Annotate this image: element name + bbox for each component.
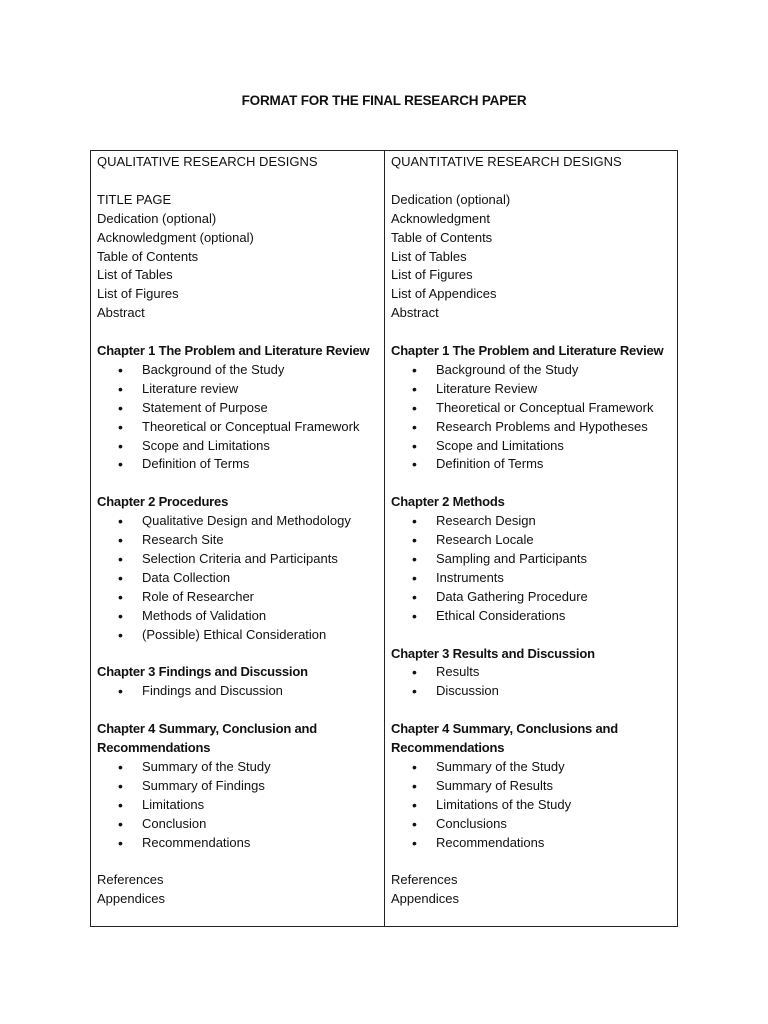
- chapter-title: Chapter 3 Findings and Discussion: [97, 664, 308, 680]
- front-matter-item: List of Tables: [391, 248, 467, 264]
- chapter-1-section: [97, 342, 380, 474]
- back-matter-item: References: [391, 872, 458, 888]
- back-matter-list: [391, 871, 673, 909]
- chapter-2-section: [97, 493, 380, 644]
- front-matter-item: List of Figures: [391, 267, 473, 283]
- chapter-title: Chapter 3 Results and Discussion: [391, 645, 595, 661]
- list-item: • Literature review: [97, 380, 380, 399]
- front-matter-item: List of Appendices: [391, 286, 497, 302]
- back-matter-item: References: [97, 872, 164, 888]
- chapter-title: Chapter 4 Summary, Conclusion and Recommendations: [97, 721, 317, 756]
- list-item: • Instruments: [391, 569, 673, 588]
- list-item: • Research Design: [391, 512, 673, 531]
- back-matter-item: Appendices: [97, 891, 165, 907]
- list-item: • Summary of Results: [391, 777, 673, 796]
- list-item: • Summary of the Study: [97, 758, 380, 777]
- chapter-item-list: [391, 512, 673, 625]
- chapter-item-list: [97, 512, 380, 644]
- front-matter-item: Abstract: [391, 305, 439, 321]
- qualitative-column: [91, 151, 384, 926]
- list-item: • Selection Criteria and Participants: [97, 550, 380, 569]
- list-item: • Background of the Study: [391, 361, 673, 380]
- list-item: • Findings and Discussion: [97, 682, 380, 701]
- list-item: • Recommendations: [391, 834, 673, 853]
- list-item: • Data Gathering Procedure: [391, 588, 673, 607]
- front-matter-item: TITLE PAGE: [97, 191, 172, 207]
- chapter-item-list: [97, 682, 380, 701]
- list-item: • (Possible) Ethical Consideration: [97, 626, 380, 645]
- chapter-title: Chapter 1 The Problem and Literature Review: [391, 343, 664, 359]
- list-item: • Data Collection: [97, 569, 380, 588]
- list-item: • Research Locale: [391, 531, 673, 550]
- chapter-title: Chapter 2 Methods: [391, 494, 505, 510]
- front-matter-list: [391, 191, 673, 323]
- list-item: • Limitations: [97, 796, 380, 815]
- list-item: • Literature Review: [391, 380, 673, 399]
- chapter-2-section: [391, 493, 673, 625]
- front-matter-item: Table of Contents: [391, 229, 493, 245]
- list-item: • Theoretical or Conceptual Framework: [97, 418, 380, 437]
- chapter-title: Chapter 2 Procedures: [97, 494, 229, 510]
- list-item: • Ethical Considerations: [391, 607, 673, 626]
- chapter-3-section: [391, 645, 673, 702]
- front-matter-item: List of Tables: [97, 267, 173, 283]
- list-item: • Scope and Limitations: [97, 437, 380, 456]
- column-header-quantitative: QUANTITATIVE RESEARCH DESIGNS: [391, 154, 622, 169]
- chapter-title: Chapter 1 The Problem and Literature Review: [97, 343, 370, 359]
- list-item: • Results: [391, 663, 673, 682]
- front-matter-item: Abstract: [97, 305, 145, 321]
- list-item: • Summary of the Study: [391, 758, 673, 777]
- page-title: FORMAT FOR THE FINAL RESEARCH PAPER: [241, 93, 527, 108]
- list-item: • Scope and Limitations: [391, 437, 673, 456]
- list-item: • Qualitative Design and Methodology: [97, 512, 380, 531]
- list-item: • Role of Researcher: [97, 588, 380, 607]
- chapter-title: Chapter 4 Summary, Conclusions and Recommendations: [391, 721, 619, 756]
- front-matter-list: [97, 191, 380, 323]
- list-item: • Background of the Study: [97, 361, 380, 380]
- front-matter-item: Dedication (optional): [391, 191, 511, 207]
- list-item: • Limitations of the Study: [391, 796, 673, 815]
- front-matter-item: Dedication (optional): [97, 210, 217, 226]
- list-item: • Research Problems and Hypotheses: [391, 418, 673, 437]
- front-matter-item: Acknowledgment: [391, 210, 490, 226]
- chapter-4-section: [391, 720, 673, 852]
- chapter-item-list: [97, 758, 380, 853]
- list-item: • Statement of Purpose: [97, 399, 380, 418]
- back-matter-item: Appendices: [391, 891, 459, 907]
- list-item: • Theoretical or Conceptual Framework: [391, 399, 673, 418]
- back-matter-list: [97, 871, 380, 909]
- chapter-3-section: [97, 663, 380, 701]
- front-matter-item: Table of Contents: [97, 248, 199, 264]
- list-item: • Sampling and Participants: [391, 550, 673, 569]
- column-header-qualitative: QUALITATIVE RESEARCH DESIGNS: [97, 154, 318, 169]
- list-item: • Research Site: [97, 531, 380, 550]
- chapter-item-list: [391, 758, 673, 853]
- front-matter-item: Acknowledgment (optional): [97, 229, 254, 245]
- chapter-item-list: [97, 361, 380, 474]
- list-item: • Conclusion: [97, 815, 380, 834]
- outline-table: [90, 150, 678, 927]
- list-item: • Definition of Terms: [391, 455, 673, 474]
- list-item: • Recommendations: [97, 834, 380, 853]
- list-item: • Summary of Findings: [97, 777, 380, 796]
- list-item: • Methods of Validation: [97, 607, 380, 626]
- chapter-item-list: [391, 663, 673, 701]
- list-item: • Conclusions: [391, 815, 673, 834]
- chapter-item-list: [391, 361, 673, 474]
- list-item: • Discussion: [391, 682, 673, 701]
- chapter-4-section: [97, 720, 380, 852]
- chapter-1-section: [391, 342, 673, 474]
- front-matter-item: List of Figures: [97, 286, 179, 302]
- list-item: • Definition of Terms: [97, 455, 380, 474]
- quantitative-column: [384, 151, 677, 926]
